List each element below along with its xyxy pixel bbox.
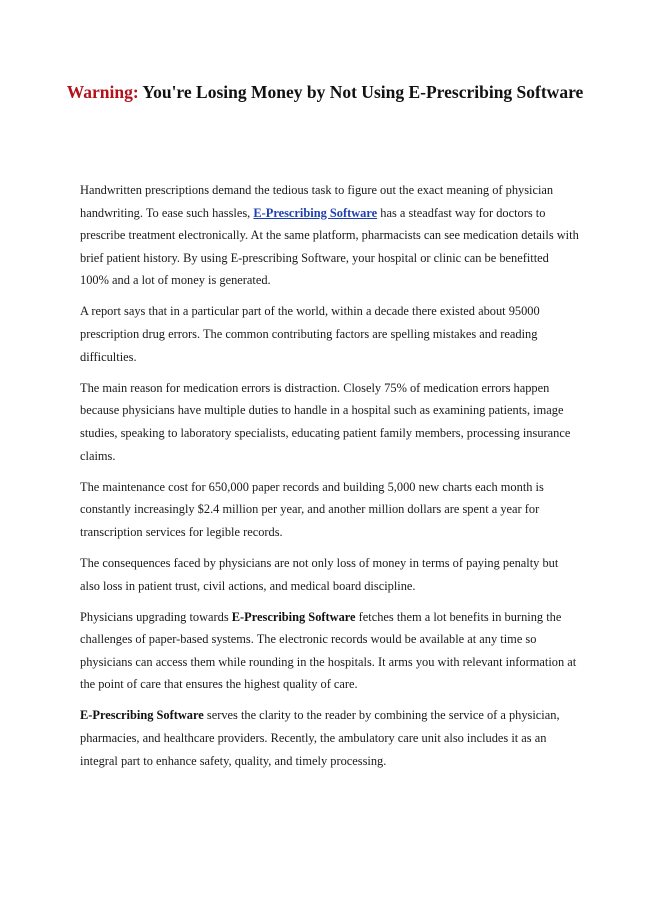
paragraph-text: has a steadfast way for doctors to prescribe treatment electronically. At the same platform, pharmacists can see medication details with brief patient history. By using E-prescribing Software, your hospital or clinic can be benefitted 100% and a lot of money is generated.: [80, 205, 579, 288]
title-text: You're Losing Money by Not Using E-Prescribing Software: [138, 82, 584, 102]
paragraph-clarity: [80, 704, 580, 772]
paragraph-consequences: The consequences faced by physicians are not only loss of money in terms of paying penalty but also loss in patient trust, civil actions, and medical board discipline.: [80, 555, 559, 593]
paragraph-intro: [80, 179, 580, 292]
paragraph-text: Handwritten prescriptions demand the tedious task to figure out the exact meaning of physician handwriting. To ease such hassles,: [80, 183, 554, 220]
bold-term: E-Prescribing Software: [80, 708, 204, 723]
bold-term: E-Prescribing Software: [231, 609, 356, 624]
e-prescribing-software-link[interactable]: E-Prescribing Software: [253, 205, 378, 220]
warning-label: Warning:: [66, 82, 139, 102]
paragraph-maintenance-cost: The maintenance cost for 650,000 paper records and building 5,000 new charts each month is constantly increasingly $2.4 million per year, and another million dollars are spent a year for transcription services for legible records.: [80, 479, 544, 539]
document-body: [80, 179, 580, 781]
paragraph-main-reason: The main reason for medication errors is distraction. Closely 75% of medication errors happen because physicians have multiple duties to handle in a hospital such as examining patients, image studies, speaking to laboratory specialists, educating patient family members, processing insurance claims.: [80, 380, 571, 463]
paragraph-report: A report says that in a particular part of the world, within a decade there existed about 95000 prescription drug errors. The common contributing factors are spelling mistakes and reading difficulties.: [80, 304, 540, 364]
paragraph-text: fetches them a lot benefits in burning the challenges of paper-based systems. The electronic records would be available at any time so physicians can access them while rounding in the hospitals. It arms you with relevant information at the point of care that ensures the highest quality of care.: [80, 609, 577, 692]
paragraph-text: serves the clarity to the reader by combining the service of a physician, pharmacies, and healthcare providers. Recently, the ambulatory care unit also includes it as an integral part to enhance safety, quality, and timely processing.: [80, 708, 560, 768]
paragraph-upgrading: [80, 606, 580, 696]
document-title: [60, 76, 590, 109]
paragraph-text: Physicians upgrading towards: [80, 609, 232, 624]
